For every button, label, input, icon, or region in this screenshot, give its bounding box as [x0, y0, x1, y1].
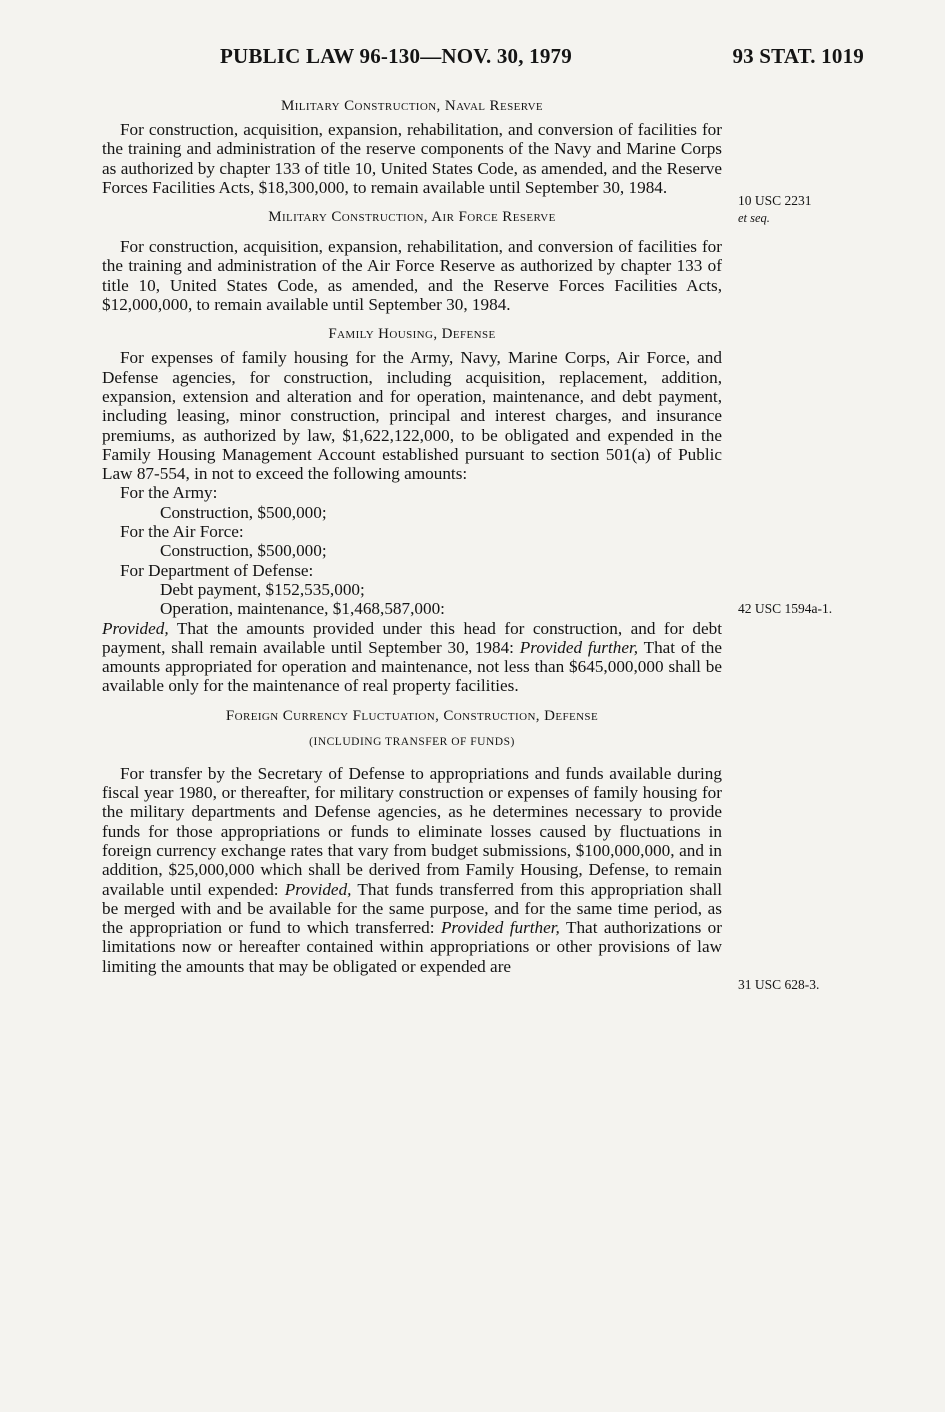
- foreign-currency-text-2: That funds transferred from this appropriation shall be merged with and be available for the same purpose, and for the same time period, as the appropriation or fund to which transferred:: [102, 879, 723, 938]
- heading-family-housing: Family Housing, Defense: [328, 326, 496, 343]
- margin-note-31-usc-628-3: 31 USC 628-3.: [738, 977, 820, 992]
- item-air-force-construction: Construction, $500,000;: [160, 541, 327, 561]
- heading-air-force-reserve: Military Construction, Air Force Reserve: [268, 209, 556, 226]
- item-dod-debt: Debt payment, $152,535,000;: [160, 579, 365, 599]
- margin-note-10-usc-2231: [738, 192, 878, 227]
- paragraph-family-housing-provisos: [102, 619, 722, 696]
- subheading-transfer-of-funds: (INCLUDING TRANSFER OF FUNDS): [309, 735, 515, 748]
- foreign-currency-proviso-lead: Provided,: [284, 879, 352, 899]
- document-body: [102, 96, 722, 976]
- heading-foreign-currency: Foreign Currency Fluctuation, Construction, Defense: [225, 707, 599, 724]
- running-head-title: PUBLIC LAW 96-130—NOV. 30, 1979: [220, 44, 572, 68]
- paragraph-foreign-currency: [102, 764, 722, 976]
- running-head-page-number: 93 STAT. 1019: [732, 44, 864, 68]
- margin-note-et-seq: et seq.: [738, 211, 770, 225]
- item-dod-operation: Operation, maintenance, $1,468,587,000:: [160, 599, 445, 619]
- proviso-lead: Provided,: [102, 618, 169, 638]
- item-army-construction: Construction, $500,000;: [160, 502, 327, 522]
- proviso-further-text: That of the amounts appropriated for operation and maintenance, not less than $645,000,000 shall be available only for the maintenance of real property facilities.: [102, 637, 722, 696]
- foreign-currency-text-3: That authorizations or limitations now or hereafter contained within appropriations or other provisions of law limiting the amounts that may be obligated or expended are: [102, 918, 722, 976]
- proviso-further-lead: Provided further,: [519, 637, 639, 657]
- margin-note-citation: 10 USC 2231: [738, 193, 812, 208]
- item-army-label: For the Army:: [120, 483, 218, 503]
- margin-note-42-usc-1594a-1: 42 USC 1594a-1.: [738, 601, 833, 616]
- item-dod-label: For Department of Defense:: [120, 560, 314, 580]
- item-air-force-label: For the Air Force:: [120, 522, 244, 542]
- paragraph-air-force-reserve: For construction, acquisition, expansion, rehabilitation, and conversion of facilities for the training and administration of the Air Force Reserve as authorized by chapter 133 of title 10, United States Code, as amended, and the Reserve Forces Facilities Acts, $12,000,000, to remain available until September 30, 1984.: [102, 237, 722, 315]
- proviso-text: That the amounts provided under this head for construction, and for debt payment, shall remain available until September 30, 1984:: [102, 618, 722, 657]
- paragraph-naval-reserve: For construction, acquisition, expansion, rehabilitation, and conversion of facilities for the training and administration of the reserve components of the Navy and Marine Corps as authorized by chapter 133 of title 10, United States Code, as amended, and the Reserve Forces Facilities Acts, $18,300,000, to remain available until September 30, 1984.: [102, 120, 722, 197]
- heading-naval-reserve: Military Construction, Naval Reserve: [280, 98, 544, 114]
- foreign-currency-text-1: For transfer by the Secretary of Defense to appropriations and funds available during fiscal year 1980, or thereafter, for military construction or expenses of family housing for the military departments and Defense agencies, as he determines necessary to provide funds for those appropriations or funds to eliminate losses caused by fluctuations in foreign currency exchange rates that vary from budget submissions, $100,000,000, and in addition, $25,000,000 which shall be derived from Family Housing, Defense, to remain available until expended:: [102, 763, 722, 899]
- paragraph-family-housing: For expenses of family housing for the Army, Navy, Marine Corps, Air Force, and Defense agencies, for construction, including acquisition, replacement, addition, expansion, extension and alteration and for operation, maintenance, and debt payment, including leasing, minor construction, principal and interest charges, and insurance premiums, as authorized by law, $1,622,122,000, to be obligated and expended in the Family Housing Management Account established pursuant to section 501(a) of Public Law 87-554, in not to exceed the following amounts:: [102, 348, 722, 484]
- foreign-currency-proviso-further-lead: Provided further,: [440, 918, 560, 938]
